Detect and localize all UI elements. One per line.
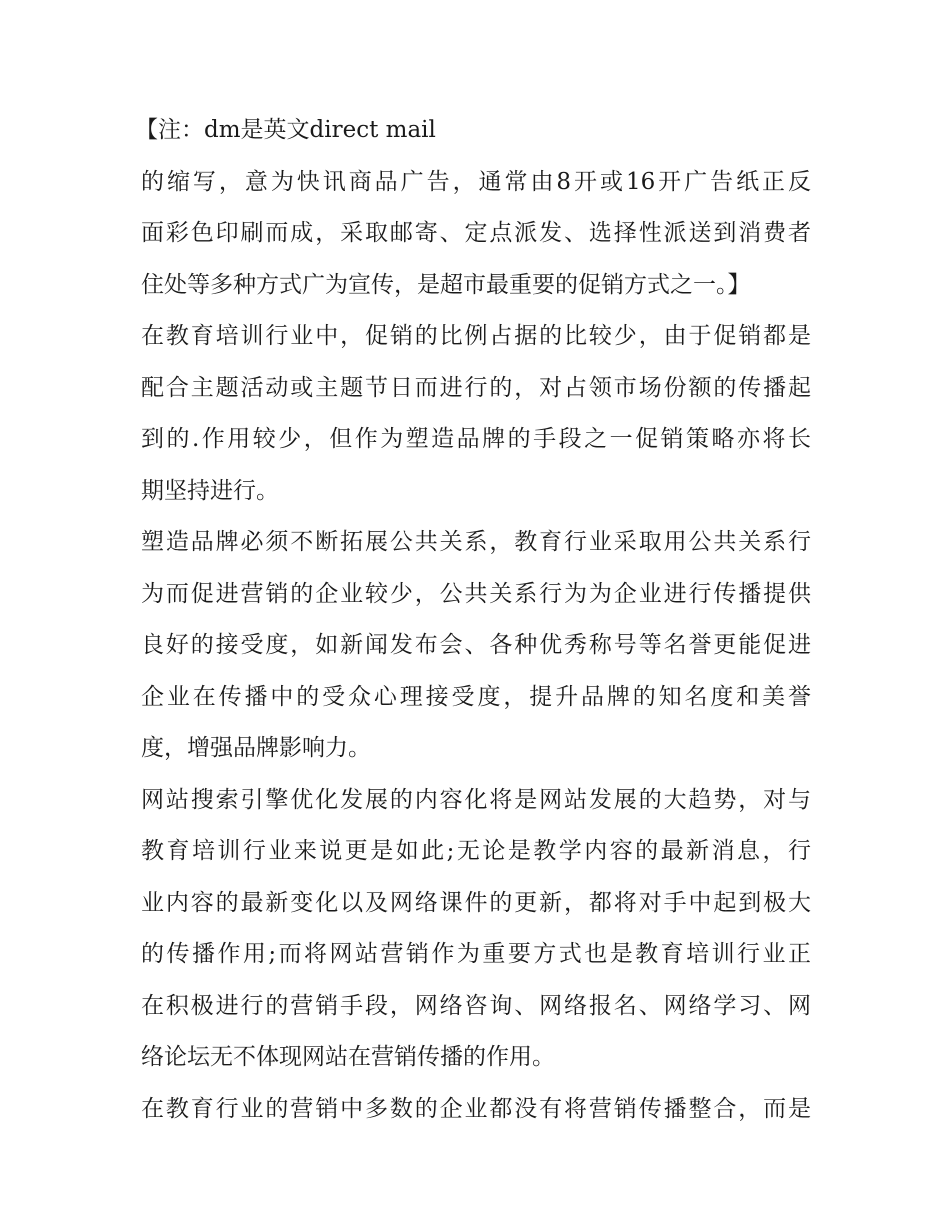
paragraph-promotion-line-1: 在教育培训行业中，促销的比例占据的比较少，由于促销都是 [141, 323, 811, 349]
paragraph-seo-line-3: 业内容的最新变化以及网络课件的更新，都将对手中起到极大 [141, 889, 811, 916]
note-line-3: 面彩色印刷而成，采取邮寄、定点派发、选择性派送到消费者 [141, 220, 811, 246]
paragraph-promotion-line-3: 到的.作用较少，但作为塑造品牌的手段之一促销策略亦将长 [141, 426, 811, 452]
paragraph-seo-line-1: 网站搜索引擎优化发展的内容化将是网站发展的大趋势，对与 [141, 786, 811, 813]
note-line-2: 的缩写，意为快讯商品广告，通常由8开或16开广告纸正反 [141, 168, 811, 195]
paragraph-promotion-line-4: 期坚持进行。 [141, 477, 279, 504]
paragraph-integration-line-1: 在教育行业的营销中多数的企业都没有将营销传播整合，而是 [141, 1095, 811, 1122]
paragraph-promotion-line-2: 配合主题活动或主题节日而进行的，对占领市场份额的传播起 [141, 374, 811, 401]
paragraph-seo-line-5: 在积极进行的营销手段，网络咨询、网络报名、网络学习、网 [141, 992, 811, 1019]
paragraph-seo-line-4: 的传播作用;而将网站营销作为重要方式也是教育培训行业正 [141, 941, 811, 967]
paragraph-pr-line-1: 塑造品牌必须不断拓展公共关系，教育行业采取用公共关系行 [141, 529, 811, 555]
paragraph-pr-line-2: 为而促进营销的企业较少，公共关系行为为企业进行传播提供 [141, 580, 811, 607]
paragraph-pr-line-5: 度，增强品牌影响力。 [141, 735, 371, 761]
paragraph-pr-line-3: 良好的接受度，如新闻发布会、各种优秀称号等名誉更能促进 [141, 632, 811, 658]
paragraph-seo-line-6: 络论坛无不体现网站在营销传播的作用。 [141, 1044, 555, 1070]
document-body [135, 105, 811, 1135]
paragraph-seo-line-2: 教育培训行业来说更是如此;无论是教学内容的最新消息，行 [141, 838, 811, 864]
note-line-4: 住处等多种方式广为宣传，是超市最重要的促销方式之一。】 [141, 271, 751, 298]
note-line-1: 【注：dm是英文direct mail [135, 117, 436, 143]
paragraph-pr-line-4: 企业在传播中的受众心理接受度，提升品牌的知名度和美誉 [141, 683, 811, 710]
